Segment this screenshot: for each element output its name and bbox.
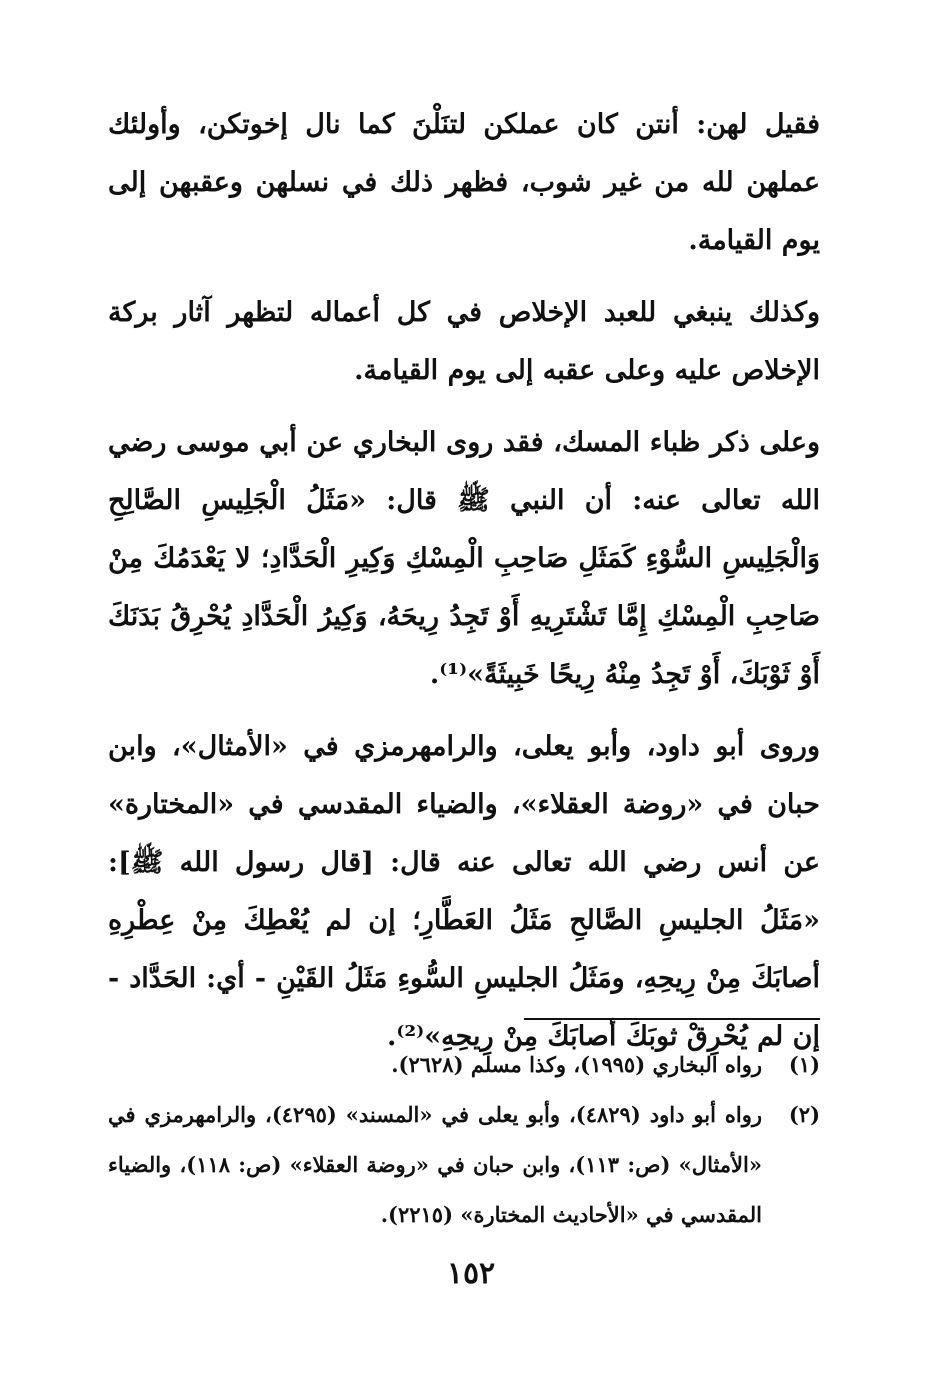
footnote-text: رواه أبو داود (٤٨٢٩)، وأبو يعلى في «المسند» (٤٢٩٥)، والرامهرمزي في «الأمثال» (ص: ١١٣)، وابن حبان في «روضة العقلاء» (ص: ١١٨)، والضياء المقدسي في «الأحاديث المختارة» (٢٢١٥). [108,1102,762,1227]
paragraph-1: فقيل لهن: أنتن كان عملكن لتنَلْنَ كما نال إخوتكن، وأولئك عملهن لله من غير شوب، فظهر ذلك في نسلهن وعقبهن إلى يوم القيامة. [108,109,820,256]
footnote-1 [108,1040,820,1090]
main-text [108,96,820,1066]
footnote-divider [524,1018,820,1020]
footnote-number: (٢) [788,1102,820,1127]
page-number: ١٥٢ [446,1256,496,1291]
paragraph-3: وعلى ذكر ظباء المسك، فقد روى البخاري عن أبي موسى رضي الله تعالى عنه: أن النبي ﷺ قال: «مَثَلُ الْجَلِيسِ الصَّالِحِ وَالْجَلِيسِ السُّوْءِ كَمَثَلِ صَاحِبِ الْمِسْكِ وَكِيرِ الْحَدَّادِ؛ لا يَعْدَمُكَ مِنْ صَاحِبِ الْمِسْكِ إِمَّا تَشْتَرِيهِ أَوْ تَجِدُ رِيحَهُ، وَكِيرُ الْحَدَّادِ يُحْرِقُ بَدَنَكَ أَوْ ثَوْبَكَ، أَوْ تَجِدُ مِنْهُ رِيحًا خَبِيثَةً»⁽¹⁾. [108,427,820,690]
footnote-number: (١) [788,1052,820,1077]
footnotes [108,1040,820,1240]
footnote-2 [108,1090,820,1240]
footnote-text: رواه البخاري (١٩٩٥)، وكذا مسلم (٢٦٢٨). [391,1052,762,1077]
paragraph-2: وكذلك ينبغي للعبد الإخلاص في كل أعماله لتظهر آثار بركة الإخلاص عليه وعلى عقبه إلى يوم القيامة. [108,297,820,386]
paragraph-4: وروى أبو داود، وأبو يعلى، والرامهرمزي في «الأمثال»، وابن حبان في «روضة العقلاء»، والضياء المقدسي في «المختارة» عن أنس رضي الله تعالى عنه قال: [قال رسول الله ﷺ]: «مَثَلُ الجليسِ الصَّالحِ مَثَلُ العَطَّارِ؛ إن لم يُعْطِكَ مِنْ عِطْرِهِ أصابَكَ مِنْ رِيحِهِ، ومَثَلُ الجليسِ السُّوءِ مَثَلُ القَيْنِ - أي: الحَدَّاد - إن لم يُحْرِقْ ثوبَكَ أصابَكَ مِنْ رِيحِهِ»⁽²⁾. [108,731,820,1052]
